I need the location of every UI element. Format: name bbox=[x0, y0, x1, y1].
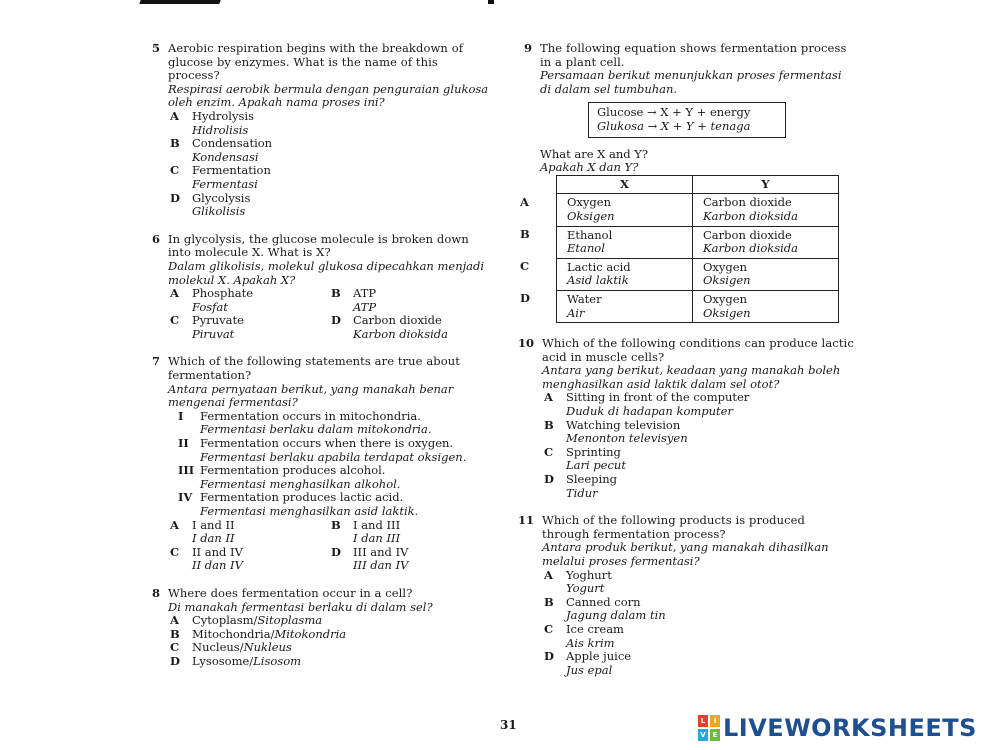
question-text-en: Where does fermentation occur in a cell? bbox=[168, 585, 413, 600]
option-d[interactable]: D Apple juice Jus epal bbox=[544, 649, 632, 677]
option-a[interactable]: A Cytoplasm/Sitoplasma bbox=[170, 613, 323, 628]
equation-en: Glucose → X + Y + energy bbox=[597, 105, 751, 120]
option-c[interactable]: C Nucleus/Nukleus bbox=[170, 640, 292, 655]
option-c[interactable]: C Fermentation Fermentasi bbox=[170, 163, 271, 191]
table-row-a[interactable]: A Oxygen Oksigen Carbon dioxide Karbon dioksida bbox=[520, 194, 839, 226]
logo-tile-l: L bbox=[698, 715, 708, 727]
option-b[interactable]: B ATP ATP bbox=[331, 286, 377, 314]
table-prompt-ms: Apakah X dan Y? bbox=[540, 160, 639, 175]
question-text-ms: Antara produk berikut, yang manakah dihasilkan melalui proses fermentasi? bbox=[542, 540, 829, 568]
scan-mark bbox=[139, 0, 220, 4]
question-number: 7 bbox=[152, 354, 161, 369]
option-c[interactable]: C Sprinting Lari pecut bbox=[544, 444, 626, 473]
table-cell-x: Lactic acid Asid laktik bbox=[557, 258, 693, 290]
question-number: 5 bbox=[152, 41, 161, 55]
option-d[interactable]: D Sleeping Tidur bbox=[544, 472, 617, 500]
option-b[interactable]: B Condensation Kondensasi bbox=[170, 136, 273, 164]
question-text-ms: Respirasi aerobik bermula dengan penguraian glukosa oleh enzim. Apakah nama proses ini? bbox=[168, 81, 489, 110]
liveworksheets-logo[interactable] bbox=[698, 714, 977, 742]
option-d[interactable]: D Carbon dioxide Karbon dioksida bbox=[331, 313, 449, 341]
option-a[interactable]: A I and II I dan II bbox=[170, 517, 235, 546]
equation-ms: Glukosa → X + Y + tenaga bbox=[597, 118, 751, 133]
question-text-en: Which of the following statements are true about fermentation? bbox=[168, 354, 461, 383]
option-b[interactable]: B I and III I dan III bbox=[331, 517, 401, 546]
page-number: 31 bbox=[500, 718, 517, 732]
scan-mark-small bbox=[488, 0, 494, 4]
table-prompt-en: What are X and Y? bbox=[540, 146, 649, 161]
question-7 bbox=[152, 355, 490, 573]
option-b[interactable]: B Watching television Menonton televisyen bbox=[544, 417, 688, 446]
option-a[interactable]: A Sitting in front of the computer Duduk di hadapan komputer bbox=[544, 390, 750, 419]
question-number: 10 bbox=[518, 336, 535, 351]
question-11 bbox=[518, 513, 856, 677]
table-row-c[interactable]: C Lactic acid Asid laktik Oxygen Oksigen bbox=[520, 258, 839, 290]
table-header-x: X bbox=[557, 175, 693, 194]
option-a[interactable]: A Yoghurt Yogurt bbox=[544, 567, 612, 596]
statement-iii: III Fermentation produces alcohol. Fermentasi menghasilkan alkohol. bbox=[178, 463, 401, 491]
question-text-en: Aerobic respiration begins with the breakdown of glucose by enzymes. What is the name of this process? bbox=[168, 41, 464, 83]
question-8 bbox=[152, 587, 490, 669]
statement-i: I Fermentation occurs in mitochondria. Fermentasi berlaku dalam mitokondria. bbox=[178, 408, 432, 437]
logo-tile-i: I bbox=[710, 715, 720, 727]
question-text-ms: Di manakah fermentasi berlaku di dalam sel? bbox=[168, 599, 433, 614]
option-c[interactable]: C Ice cream Ais krim bbox=[544, 621, 624, 650]
question-text-ms: Persamaan berikut menunjukkan proses fermentasi di dalam sel tumbuhan. bbox=[540, 68, 842, 96]
liveworksheets-icon bbox=[698, 715, 720, 741]
question-number: 6 bbox=[152, 231, 161, 246]
table-cell-y: Oxygen Oksigen bbox=[693, 290, 839, 322]
question-5 bbox=[152, 42, 490, 219]
question-text-en: Which of the following products is produced through fermentation process? bbox=[542, 513, 805, 541]
question-6 bbox=[152, 233, 490, 342]
table-row-d[interactable]: D Water Air Oxygen Oksigen bbox=[520, 290, 839, 322]
table-cell-y: Carbon dioxide Karbon dioksida bbox=[693, 226, 839, 258]
question-text-ms: Antara yang berikut, keadaan yang manakah boleh menghasilkan asid laktik dalam sel otot? bbox=[542, 363, 841, 391]
table-header-y: Y bbox=[693, 175, 839, 194]
liveworksheets-wordmark: LIVEWORKSHEETS bbox=[723, 714, 977, 742]
option-d[interactable]: D Glycolysis Glikolisis bbox=[170, 190, 251, 219]
table-corner bbox=[520, 175, 557, 194]
question-text-en: The following equation shows fermentation process in a plant cell. bbox=[540, 41, 847, 69]
equation-box bbox=[588, 102, 786, 137]
answer-table bbox=[520, 175, 839, 323]
question-number: 11 bbox=[518, 513, 535, 528]
question-text-ms: Antara pernyataan berikut, yang manakah benar mengenai fermentasi? bbox=[168, 381, 454, 410]
question-text-ms: Dalam glikolisis, molekul glukosa dipecahkan menjadi molekul X. Apakah X? bbox=[168, 258, 485, 287]
option-c[interactable]: C II and IV II dan IV bbox=[170, 544, 243, 573]
table-cell-y: Oxygen Oksigen bbox=[693, 258, 839, 290]
option-a[interactable]: A Hydrolysis Hidrolisis bbox=[170, 108, 254, 137]
table-cell-y: Carbon dioxide Karbon dioksida bbox=[693, 194, 839, 226]
question-number: 9 bbox=[524, 41, 533, 55]
statement-ii: II Fermentation occurs when there is oxygen. Fermentasi berlaku apabila terdapat oksigen. bbox=[178, 436, 467, 464]
logo-tile-e: E bbox=[710, 729, 720, 741]
option-d[interactable]: D III and IV III dan IV bbox=[331, 544, 409, 573]
option-b[interactable]: B Mitochondria/Mitokondria bbox=[170, 626, 347, 641]
option-b[interactable]: B Canned corn Jagung dalam tin bbox=[544, 594, 666, 623]
question-text-en: Which of the following conditions can produce lactic acid in muscle cells? bbox=[542, 336, 854, 364]
table-cell-x: Oxygen Oksigen bbox=[557, 194, 693, 226]
question-9 bbox=[520, 41, 856, 323]
right-column bbox=[518, 41, 856, 691]
question-text-en: In glycolysis, the glucose molecule is broken down into molecule X. What is X? bbox=[168, 231, 469, 260]
question-number: 8 bbox=[152, 585, 161, 600]
table-row-b[interactable]: B Ethanol Etanol Carbon dioxide Karbon dioksida bbox=[520, 226, 839, 258]
table-cell-x: Ethanol Etanol bbox=[557, 226, 693, 258]
table-cell-x: Water Air bbox=[557, 290, 693, 322]
left-column bbox=[152, 42, 490, 683]
question-10 bbox=[518, 336, 856, 500]
option-d[interactable]: D Lysosome/Lisosom bbox=[170, 653, 302, 668]
statement-iv: IV Fermentation produces lactic acid. Fermentasi menghasilkan asid laktik. bbox=[178, 490, 419, 518]
logo-tile-v: V bbox=[698, 729, 708, 741]
option-c[interactable]: C Pyruvate Piruvat bbox=[170, 313, 244, 341]
option-a[interactable]: A Phosphate Fosfat bbox=[170, 286, 254, 314]
